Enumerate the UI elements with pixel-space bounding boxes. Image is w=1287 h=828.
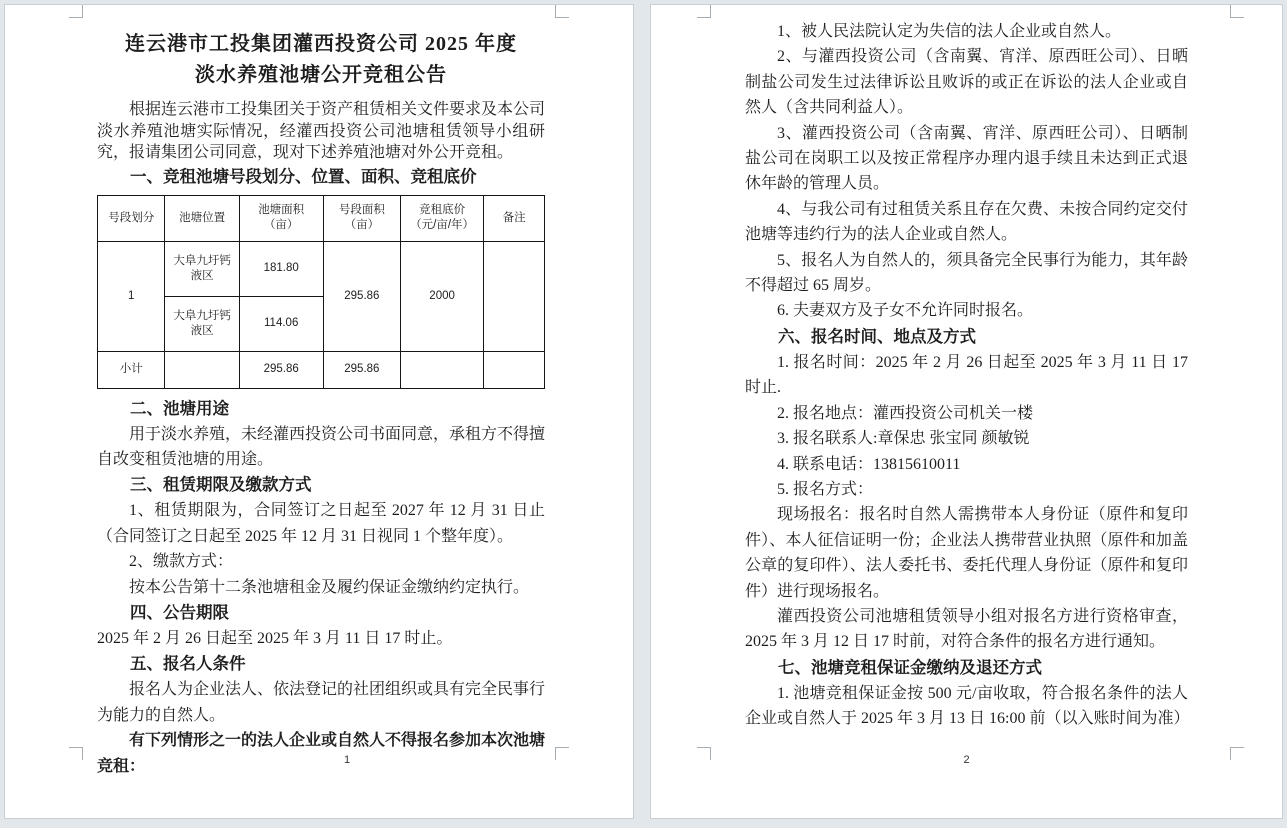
cell-location-2: 大阜九圩钙液区 xyxy=(165,296,239,351)
table-header-remark: 备注 xyxy=(484,195,545,241)
cell-area-2: 114.06 xyxy=(239,296,323,351)
section-3-item-2: 2、缴款方式： xyxy=(129,553,234,571)
section-3-item-1: 1、租赁期限为，合同签订之日起至 2027 年 12 月 31 日止（合同签订之日起至 2025 年 12 月 31 日视同 1 个整年度）。 xyxy=(97,502,545,545)
section-4-heading: 四、公告期限 xyxy=(130,602,229,622)
section-4-body: 2025 年 2 月 26 日起至 2025 年 3 月 11 日 17 时止。 xyxy=(97,629,453,647)
margin-corner-mark xyxy=(697,5,711,18)
page-1-content xyxy=(97,29,545,779)
margin-corner-mark xyxy=(555,5,569,18)
disqualify-item-4: 4、与我公司有过租赁关系且存在欠费、未按合同约定交付池塘等违约行为的法人企业或自然人。 xyxy=(745,200,1188,244)
page-2-content xyxy=(745,19,1188,732)
section-5-body: 报名人为企业法人、依法登记的社团组织或具有完全民事行为能力的自然人。 xyxy=(97,681,546,724)
cell-segment-no: 1 xyxy=(98,241,165,351)
table-header-row xyxy=(98,195,545,241)
table-header-base-price: 竞租底价（元/亩/年） xyxy=(401,195,484,241)
title-line-2: 淡水养殖池塘公开竞租公告 xyxy=(195,64,447,86)
section-6-review-paragraph: 灌西投资公司池塘租赁领导小组对报名方进行资格审查，2025 年 3 月 12 日 17 时前，对符合条件的报名方进行通知。 xyxy=(745,607,1188,651)
table-header-segment: 号段划分 xyxy=(98,195,165,241)
section-6-item-2: 2. 报名地点：灌西投资公司机关一楼 xyxy=(777,404,1034,422)
table-header-location: 池塘位置 xyxy=(165,195,239,241)
table-header-segment-area: 号段面积（亩） xyxy=(323,195,400,241)
section-2-body: 用于淡水养殖，未经灌西投资公司书面同意，承租方不得擅自改变租赁池塘的用途。 xyxy=(97,425,546,468)
cell-subtotal-segment-area: 295.86 xyxy=(323,351,400,388)
disqualify-item-1: 1、被人民法院认定为失信的法人企业或自然人。 xyxy=(777,23,1122,40)
cell-subtotal-label: 小计 xyxy=(98,351,165,388)
cell-area-1: 181.80 xyxy=(239,241,323,296)
title-line-1: 连云港市工投集团灌西投资公司 2025 年度 xyxy=(125,33,517,55)
disqualify-item-3: 3、灌西投资公司（含南翼、宵洋、原西旺公司）、日晒制盐公司在岗职工以及按正常程序办理内退手续且未达到正式退休年龄的管理人员。 xyxy=(745,124,1188,193)
page-2-number: 2 xyxy=(963,754,970,766)
disqualify-item-2: 2、与灌西投资公司（含南翼、宵洋、原西旺公司）、日晒制盐公司发生过法律诉讼且败诉的或正在诉讼的法人企业或自然人（含共同利益人）。 xyxy=(745,48,1188,117)
page-2 xyxy=(650,4,1283,819)
section-7-heading: 七、池塘竞租保证金缴纳及退还方式 xyxy=(778,657,1042,677)
disqualify-item-6: 6. 夫妻双方及子女不允许同时报名。 xyxy=(777,302,1034,320)
disqualify-item-5: 5、报名人为自然人的，须具备完全民事行为能力，其年龄不得超过 65 周岁。 xyxy=(745,251,1188,295)
cell-subtotal-location xyxy=(165,351,239,388)
cell-base-price: 2000 xyxy=(401,241,484,351)
rent-pond-table xyxy=(97,195,545,389)
section-3-item-2-body: 按本公告第十二条池塘租金及履约保证金缴纳约定执行。 xyxy=(129,578,530,596)
section-5-note: 有下列情形之一的法人企业或自然人不得报名参加本次池塘竞租： xyxy=(97,732,546,775)
section-6-item-5-body: 现场报名：报名时自然人需携带本人身份证（原件和复印件）、本人征信证明一份；企业法人携带营业执照（原件和加盖公章的复印件）、法人委托书、委托代理人身份证（原件和复印件）进行现场报名。 xyxy=(745,506,1188,600)
cell-remark xyxy=(484,241,545,351)
cell-subtotal-pond-area: 295.86 xyxy=(239,351,323,388)
page-1-number: 1 xyxy=(343,754,351,766)
section-6-item-1: 1. 报名时间：2025 年 2 月 26 日起至 2025 年 3 月 11 日 17 时止. xyxy=(745,353,1188,397)
cell-subtotal-price xyxy=(401,351,484,388)
cell-subtotal-remark xyxy=(484,351,545,388)
section-1-heading: 一、竞租池塘号段划分、位置、面积、竞租底价 xyxy=(130,166,477,186)
section-6-item-4: 4. 联系电话：13815610011 xyxy=(777,455,961,473)
margin-corner-mark xyxy=(69,5,83,18)
table-row xyxy=(98,241,545,296)
section-7-item-1: 1. 池塘竞租保证金按 500 元/亩收取，符合报名条件的法人企业或自然人于 2025 年 3 月 13 日 16:00 前（以入账时间为准） xyxy=(745,684,1190,728)
cell-segment-area: 295.86 xyxy=(323,241,400,351)
document-title xyxy=(97,29,545,91)
section-5-heading: 五、报名人条件 xyxy=(130,654,246,674)
table-subtotal-row xyxy=(98,351,545,388)
section-2-heading: 二、池塘用途 xyxy=(130,398,229,418)
section-6-heading: 六、报名时间、地点及方式 xyxy=(778,326,976,346)
table-header-pond-area: 池塘面积（亩） xyxy=(239,195,323,241)
margin-corner-mark xyxy=(1230,5,1244,18)
section-3-heading: 三、租赁期限及缴款方式 xyxy=(130,475,312,495)
page-1 xyxy=(4,4,634,819)
section-6-item-5: 5. 报名方式： xyxy=(777,480,874,498)
cell-location-1: 大阜九圩钙液区 xyxy=(165,241,239,296)
intro-paragraph: 根据连云港市工投集团关于资产租赁相关文件要求及本公司淡水养殖池塘实际情况，经灌西投资公司池塘租赁领导小组研究，报请集团公司同意，现对下述养殖池塘对外公开竞租。 xyxy=(97,101,546,161)
section-6-item-3: 3. 报名联系人:章保忠 张宝同 颜敏锐 xyxy=(777,430,1030,448)
